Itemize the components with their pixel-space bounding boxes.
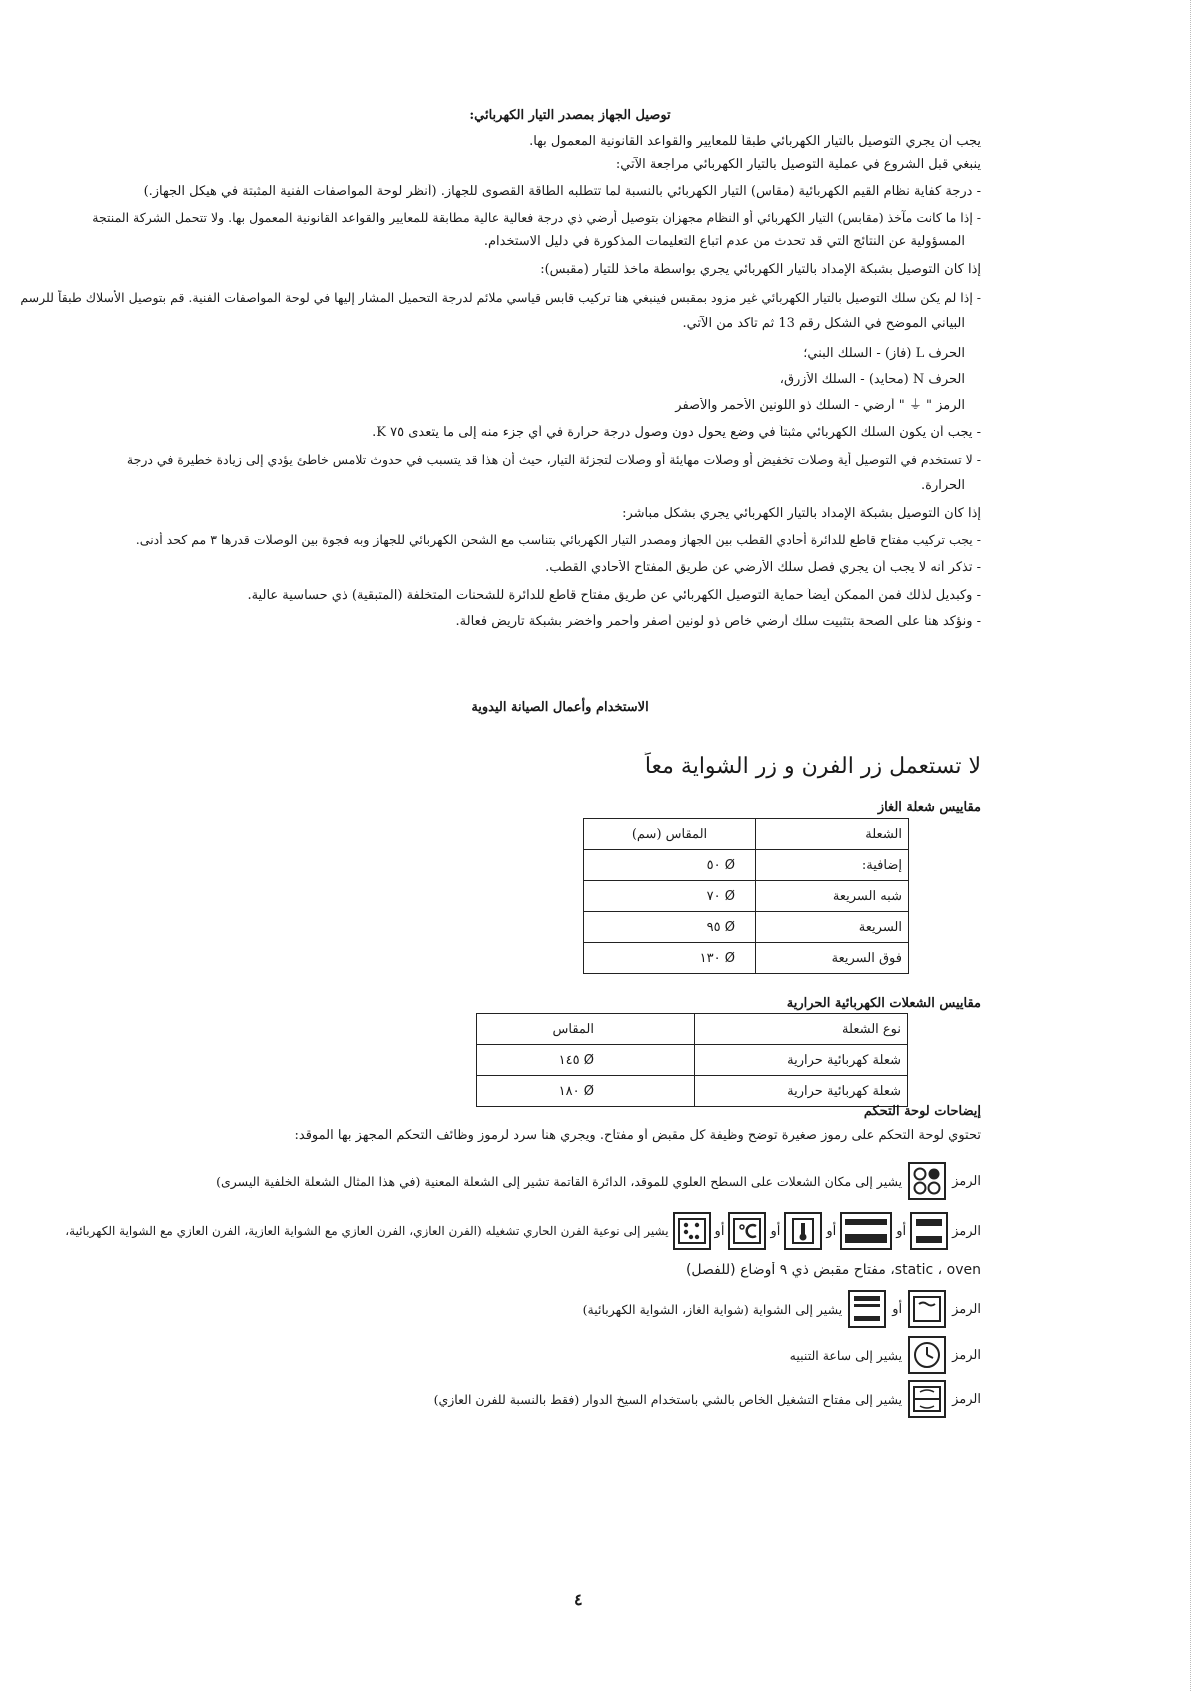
case2-bullet: - تذكر أنه لا يجب أن يجري فصل سلك الأرضي عن طريق المفتاح الأحادي القطب. <box>545 560 981 575</box>
symbol-row-timer <box>621 1336 981 1374</box>
or-label: أو <box>770 1223 781 1239</box>
electric-table-title: مقاييس الشعلات الكهربائية الحرارية <box>786 996 981 1011</box>
or-label: أو <box>826 1223 837 1239</box>
bullet-line: - إذا ما كانت مآخذ (مقابس) التيار الكهربائي أو النظام مجهزان بتوصيل أرضي ذي درجة فعالية عالية مطابقة للمعايير والقواعد القانونية المعمول بها. ولا تتحمل الشركة المنتجة <box>92 210 981 225</box>
intro-paragraph: يجب أن يجري التوصيل بالتيار الكهربائي طبقاً للمعايير والقواعد القانونية المعمول بها. <box>529 134 981 149</box>
table-header: الشعلة <box>756 819 909 850</box>
control-panel-title: إيضاحات لوحة التحكم <box>863 1104 981 1119</box>
symbol-description: يشير إلى نوعية الفرن الحاري تشغيله (الفرن العازي، الفرن العازي مع الشواية العازية، الفرن العازي مع الشواية الكهربائية، <box>65 1224 669 1238</box>
table-row <box>584 819 909 850</box>
rotisserie-icon <box>908 1380 946 1418</box>
table-row <box>584 912 909 943</box>
gas-burner-table <box>583 818 909 974</box>
section-title-electrical: توصيل الجهاز بمصدر التيار الكهربائي: <box>469 108 671 123</box>
gas-grill-icon <box>908 1290 946 1328</box>
table-row <box>584 881 909 912</box>
case1-bullet-continued: الحرارة. <box>921 478 965 493</box>
case1-bullet-continued: البياني الموضح في الشكل رقم 13 ثم تأكد من الآتي. <box>682 316 965 331</box>
symbol-label: الرمز <box>952 1391 981 1407</box>
or-label: أو <box>892 1301 903 1317</box>
section-title-usage: الاستخدام وأعمال الصيانة اليدوية <box>471 700 649 715</box>
table-cell: Ø ١٣٠ <box>584 943 756 974</box>
page-edge-divider <box>1189 0 1191 1691</box>
control-panel-intro: تحتوي لوحة التحكم على رموز صغيرة توضح وظيفة كل مقبض أو مفتاح. ويجري هنا سرد لرموز وظائف التحكم المجهز بها الموقد: <box>294 1128 981 1143</box>
case2-title: إذا كان التوصيل بشبكة الإمداد بالتيار الكهربائي يجري بشكل مباشر: <box>622 506 981 521</box>
table-cell: Ø ١٨٠ <box>477 1076 695 1107</box>
wire-line: الرمز " ⏚ " أرضي - السلك ذو اللونين الأحمر والأصفر <box>675 398 965 413</box>
oven-grill-icon <box>840 1212 892 1250</box>
case2-bullet: - ونؤكد هنا على الصحة بتثبيت سلك أرضي خاص ذو لونين أصفر وأحمر وأخضر بشبكة تأريض فعالة. <box>455 614 981 629</box>
electric-grill-icon <box>848 1290 886 1328</box>
symbol-label: الرمز <box>952 1173 981 1189</box>
symbol-row-burner <box>216 1162 981 1200</box>
table-cell: شعلة كهربائية حرارية <box>695 1045 908 1076</box>
table-header: نوع الشعلة <box>695 1014 908 1045</box>
symbol-label: الرمز <box>952 1301 981 1317</box>
or-label: أو <box>896 1223 907 1239</box>
symbol-description: يشير إلى مفتاح التشغيل الخاص بالشي باستخدام السيخ الدوار (فقط بالنسبة للفرن العازي) <box>433 1391 903 1407</box>
warning-text: لا تستعمل زر الفرن و زر الشواية معاً <box>644 754 981 779</box>
before-paragraph: ينبغي قبل الشروع في عملية التوصيل بالتيار الكهربائي مراجعة الآتي: <box>615 157 981 172</box>
burner-position-icon <box>908 1162 946 1200</box>
case2-bullet: - يجب تركيب مفتاح قاطع للدائرة أحادي القطب بين الجهاز ومصدر التيار الكهربائي بتناسب مع الشحن الكهربائي للجهاز وبه فجوة بين الوصلات قدرها ٣ مم كحد أدنى. <box>135 532 981 547</box>
symbol-label: الرمز <box>952 1223 981 1239</box>
case2-bullet: - وكبديل لذلك فمن الممكن أيضاً حماية التوصيل الكهربائي عن طريق مفتاح قاطع للدائرة للشحنات المتخلفة (المتبقية) ذي حساسية عالية. <box>247 588 981 603</box>
wire-line: الحرف L (فاز) - السلك البني؛ <box>803 346 965 361</box>
or-label: أو <box>714 1223 725 1239</box>
electric-burner-table <box>476 1013 908 1107</box>
temperature-celsius-icon <box>728 1212 766 1250</box>
table-row <box>477 1076 908 1107</box>
bullet-line: المسؤولية عن النتائج التي قد تحدث من عدم اتباع التعليمات المذكورة في دليل الاستخدام. <box>483 234 965 249</box>
table-cell: Ø ٧٠ <box>584 881 756 912</box>
case1-bullet: - إذا لم يكن سلك التوصيل بالتيار الكهربائي غير مزود بمقبس فينبغي هنا تركيب قابس قياسي ملائم لدرجة التحميل المشار إليها في لوحة المواصفات الفنية. قم بتوصيل الأسلاك طبقاً للرسم <box>20 290 981 305</box>
table-row <box>477 1014 908 1045</box>
table-cell: Ø ٩٥ <box>584 912 756 943</box>
table-cell: Ø ١٤٥ <box>477 1045 695 1076</box>
table-row <box>584 850 909 881</box>
wire-line: الحرف N (محايد) - السلك الأزرق، <box>779 372 965 387</box>
alarm-clock-icon <box>908 1336 946 1374</box>
defrost-dots-icon <box>673 1212 711 1250</box>
table-cell: السريعة <box>756 912 909 943</box>
thermometer-icon <box>784 1212 822 1250</box>
table-row <box>584 943 909 974</box>
symbol-row-grill <box>461 1290 981 1328</box>
table-header: المقاس <box>477 1014 695 1045</box>
table-cell: إضافية: <box>756 850 909 881</box>
symbol-description: يشير إلى الشواية (شواية الغاز، الشواية الكهربائية) <box>582 1301 843 1317</box>
table-row <box>477 1045 908 1076</box>
bullet-line: - درجة كفاية نظام القيم الكهربائية (مقاس) التيار الكهربائي بالنسبة لما تتطلبه الطاقة القصوى للجهاز. (أنظر لوحة المواصفات الفنية المثبتة في هيكل الجهاز.) <box>143 184 981 199</box>
table-cell: فوق السريعة <box>756 943 909 974</box>
symbol-description: يشير إلى ساعة التنبيه <box>789 1347 903 1363</box>
table-cell: Ø ٥٠ <box>584 850 756 881</box>
table-header: المقاس (سم) <box>584 819 756 850</box>
page-number: ٤ <box>574 1590 583 1609</box>
oven-static-icon <box>910 1212 948 1250</box>
symbol-label: الرمز <box>952 1347 981 1363</box>
table-cell: شبه السريعة <box>756 881 909 912</box>
symbol-row-oven <box>65 1212 981 1250</box>
case1-bullet: - يجب أن يكون السلك الكهربائي مثبتاً في وضع يحول دون وصول درجة حرارة في أي جزء منه إلى ما يتعدى ٧٥ K. <box>372 425 981 440</box>
table-cell: شعلة كهربائية حرارية <box>695 1076 908 1107</box>
oven-static-line: static ، oven، مفتاح مقبض ذي ٩ أوضاع (للفصل) <box>685 1262 981 1278</box>
symbol-description: يشير إلى مكان الشعلات على السطح العلوي للموقد، الدائرة القاتمة تشير إلى الشعلة المعنية (في هذا المثال الشعلة الخلفية اليسرى) <box>216 1173 903 1189</box>
case1-bullet: - لا تستخدم في التوصيل أية وصلات تخفيض أو وصلات مهايئة أو وصلات لتجزئة التيار، حيث أن هذا قد يتسبب في حدوث تلامس خاطئ يؤدي إلى زيادة خطيرة في درجة <box>126 452 981 467</box>
symbol-row-rotisserie <box>221 1380 981 1418</box>
case1-title: إذا كان التوصيل بشبكة الإمداد بالتيار الكهربائي يجري بواسطة مأخذ للتيار (مقبس): <box>540 262 981 277</box>
gas-table-title: مقاييس شعلة الغاز <box>877 800 981 815</box>
